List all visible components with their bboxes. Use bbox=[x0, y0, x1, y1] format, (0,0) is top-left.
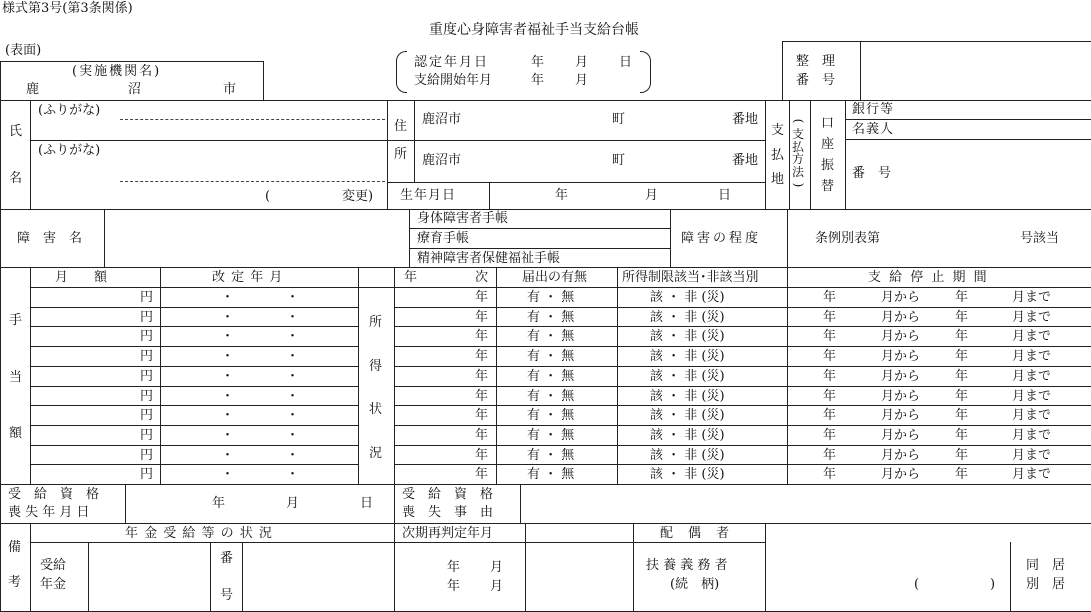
loss-reason-label: 受 給 資 格 bbox=[402, 487, 494, 502]
furigana-label: (ふりがな) bbox=[38, 103, 101, 118]
dot-sep: ・ bbox=[286, 447, 300, 463]
report-yes-no: 有 ・ 無 bbox=[527, 368, 575, 384]
bank-label: 銀行等 bbox=[852, 102, 895, 117]
address-city: 鹿沼市 bbox=[422, 153, 462, 168]
address-label: 所 bbox=[394, 147, 408, 162]
yen-unit: 円 bbox=[140, 309, 154, 325]
yen-unit: 円 bbox=[140, 349, 154, 365]
stop-to-month: 月まで bbox=[1012, 309, 1052, 325]
dot-sep: ・ bbox=[221, 329, 235, 345]
left-bracket bbox=[396, 51, 407, 93]
cert-year: 年 bbox=[531, 55, 545, 70]
review-month: 月 bbox=[490, 579, 504, 594]
year-unit: 年 bbox=[475, 329, 489, 345]
dot-sep: ・ bbox=[286, 368, 300, 384]
next-review-head: 次期再判定年月 bbox=[402, 526, 494, 541]
degree-label: 障害の程度 bbox=[681, 231, 762, 246]
start-month: 月 bbox=[575, 73, 589, 88]
birth-year: 年 bbox=[555, 188, 569, 203]
support-obligor-label: 扶 養 義 務 者 bbox=[646, 558, 728, 573]
stop-from-month: 月から bbox=[881, 388, 921, 404]
degree-suffix: 号該当 bbox=[1020, 231, 1060, 246]
dot-sep: ・ bbox=[286, 427, 300, 443]
review-year: 年 bbox=[447, 579, 461, 594]
stop-to-year: 年 bbox=[955, 388, 969, 404]
loss-year: 年 bbox=[212, 496, 226, 511]
address-label: 住 bbox=[394, 119, 408, 134]
cert-day: 日 bbox=[619, 55, 633, 70]
stop-to-year: 年 bbox=[955, 368, 969, 384]
stop-from-month: 月から bbox=[881, 368, 921, 384]
income-limit-option: 該 ・ 非 (災) bbox=[650, 368, 725, 384]
row-divider bbox=[394, 307, 1091, 308]
income-limit-option: 該 ・ 非 (災) bbox=[650, 467, 725, 483]
stop-to-month: 月まで bbox=[1012, 290, 1052, 305]
remarks-label: 備 考 bbox=[8, 540, 22, 590]
yen-unit: 円 bbox=[140, 447, 154, 463]
name-label: 氏 名 bbox=[9, 124, 23, 186]
year-unit: 年 bbox=[475, 290, 489, 305]
col-suspension: 支 給 停 止 期 間 bbox=[868, 270, 989, 285]
loss-day: 日 bbox=[360, 496, 374, 511]
row-divider bbox=[394, 366, 1091, 367]
pension-type-label: 受給 bbox=[40, 558, 67, 573]
income-limit-option: 該 ・ 非 (災) bbox=[650, 427, 725, 443]
change-label: 変更) bbox=[342, 189, 374, 204]
dot-sep: ・ bbox=[286, 349, 300, 365]
stop-from-year: 年 bbox=[823, 408, 837, 424]
address-banchi: 番地 bbox=[732, 112, 759, 127]
yen-unit: 円 bbox=[140, 329, 154, 345]
row-divider bbox=[394, 464, 1091, 465]
year-unit: 年 bbox=[475, 368, 489, 384]
row-divider bbox=[394, 386, 1091, 387]
disability-name-label: 障 害 名 bbox=[17, 231, 83, 246]
row-divider bbox=[394, 425, 1091, 426]
dot-sep: ・ bbox=[221, 467, 235, 483]
row-divider bbox=[394, 346, 1091, 347]
year-unit: 年 bbox=[475, 349, 489, 365]
stop-to-year: 年 bbox=[955, 309, 969, 325]
pension-type-label: 年金 bbox=[40, 577, 67, 592]
address-city: 鹿沼市 bbox=[422, 112, 462, 127]
year-unit: 年 bbox=[475, 427, 489, 443]
col-year: 年 bbox=[404, 270, 418, 285]
techo-ryoiku: 療育手帳 bbox=[417, 231, 470, 246]
row-divider bbox=[394, 445, 1091, 446]
stop-to-year: 年 bbox=[955, 467, 969, 483]
stop-from-month: 月から bbox=[881, 447, 921, 463]
seiri-label: 整 理 bbox=[796, 54, 836, 69]
dot-sep: ・ bbox=[286, 388, 300, 404]
start-year: 年 bbox=[531, 73, 545, 88]
address-town: 町 bbox=[612, 112, 626, 127]
stop-to-year: 年 bbox=[955, 447, 969, 463]
report-yes-no: 有 ・ 無 bbox=[527, 309, 575, 325]
form-title: 重度心身障害者福祉手当支給台帳 bbox=[429, 22, 639, 38]
dot-sep: ・ bbox=[221, 349, 235, 365]
row-divider bbox=[30, 366, 358, 367]
start-date-label: 支給開始年月 bbox=[414, 73, 493, 88]
stop-to-year: 年 bbox=[955, 408, 969, 424]
yen-unit: 円 bbox=[140, 427, 154, 443]
dot-sep: ・ bbox=[221, 290, 235, 305]
review-year: 年 bbox=[447, 560, 461, 575]
year-unit: 年 bbox=[475, 467, 489, 483]
row-divider bbox=[394, 405, 1091, 406]
stop-to-month: 月まで bbox=[1012, 408, 1052, 424]
agency-char: 沼 bbox=[128, 82, 142, 97]
report-yes-no: 有 ・ 無 bbox=[527, 408, 575, 424]
loss-date-label: 喪 失 年 月 日 bbox=[8, 505, 90, 520]
income-limit-option: 該 ・ 非 (災) bbox=[650, 309, 725, 325]
stop-from-year: 年 bbox=[823, 368, 837, 384]
stop-from-month: 月から bbox=[881, 427, 921, 443]
stop-to-year: 年 bbox=[955, 349, 969, 365]
row-divider bbox=[394, 326, 1091, 327]
income-limit-option: 該 ・ 非 (災) bbox=[650, 349, 725, 365]
birth-label: 生年月日 bbox=[400, 188, 457, 203]
cohabiting-label: 同 居 bbox=[1026, 558, 1066, 573]
stop-from-year: 年 bbox=[823, 447, 837, 463]
income-limit-option: 該 ・ 非 (災) bbox=[650, 447, 725, 463]
stop-to-month: 月まで bbox=[1012, 447, 1052, 463]
front-label: (表面) bbox=[5, 43, 42, 58]
yen-unit: 円 bbox=[140, 368, 154, 384]
year-unit: 年 bbox=[475, 309, 489, 325]
col-year: 次 bbox=[475, 270, 489, 285]
col-revision-date: 改 定 年 月 bbox=[212, 270, 284, 285]
report-yes-no: 有 ・ 無 bbox=[527, 427, 575, 443]
stop-to-year: 年 bbox=[955, 290, 969, 305]
income-limit-option: 該 ・ 非 (災) bbox=[650, 388, 725, 404]
row-divider bbox=[30, 386, 358, 387]
year-unit: 年 bbox=[475, 408, 489, 424]
stop-from-year: 年 bbox=[823, 467, 837, 483]
dot-sep: ・ bbox=[286, 290, 300, 305]
stop-from-year: 年 bbox=[823, 388, 837, 404]
report-yes-no: 有 ・ 無 bbox=[527, 388, 575, 404]
loss-reason-label: 喪 失 事 由 bbox=[402, 505, 494, 520]
stop-to-month: 月まで bbox=[1012, 349, 1052, 365]
stop-from-month: 月から bbox=[881, 349, 921, 365]
loss-date-label: 受 給 資 格 bbox=[8, 487, 100, 502]
income-limit-option: 該 ・ 非 (災) bbox=[650, 329, 725, 345]
seiri-box bbox=[782, 41, 1091, 101]
income-limit-option: 該 ・ 非 (災) bbox=[650, 408, 725, 424]
cert-date-label: 認定年月日 bbox=[414, 55, 490, 70]
cert-month: 月 bbox=[575, 55, 589, 70]
report-yes-no: 有 ・ 無 bbox=[527, 290, 575, 305]
report-yes-no: 有 ・ 無 bbox=[527, 329, 575, 345]
stop-to-month: 月まで bbox=[1012, 368, 1052, 384]
dot-sep: ・ bbox=[221, 309, 235, 325]
yen-unit: 円 bbox=[140, 388, 154, 404]
techo-mental: 精神障害者保健福祉手帳 bbox=[417, 251, 561, 266]
review-month: 月 bbox=[490, 560, 504, 575]
paren-close: ) bbox=[990, 577, 996, 592]
paren-open: ( bbox=[914, 577, 920, 592]
agency-char: 市 bbox=[223, 82, 237, 97]
pay-place-label: 支 払 地 bbox=[771, 123, 785, 187]
dot-sep: ・ bbox=[221, 447, 235, 463]
holder-label: 名義人 bbox=[852, 122, 895, 137]
income-limit-option: 該 ・ 非 (災) bbox=[650, 290, 725, 305]
row-divider bbox=[30, 445, 358, 446]
year-unit: 年 bbox=[475, 447, 489, 463]
row-divider bbox=[30, 307, 358, 308]
techo-physical: 身体障害者手帳 bbox=[417, 211, 509, 226]
agency-label: (実施機関名) bbox=[72, 64, 162, 79]
report-yes-no: 有 ・ 無 bbox=[527, 447, 575, 463]
dot-sep: ・ bbox=[286, 309, 300, 325]
row-divider bbox=[30, 464, 358, 465]
stop-from-year: 年 bbox=[823, 349, 837, 365]
degree-prefix: 条例別表第 bbox=[815, 231, 881, 246]
yen-unit: 円 bbox=[140, 467, 154, 483]
right-bracket bbox=[640, 51, 651, 93]
stop-from-month: 月から bbox=[881, 408, 921, 424]
stop-to-month: 月まで bbox=[1012, 427, 1052, 443]
stop-from-month: 月から bbox=[881, 329, 921, 345]
loss-month: 月 bbox=[286, 496, 300, 511]
separate-label: 別 居 bbox=[1026, 577, 1066, 592]
dot-sep: ・ bbox=[286, 408, 300, 424]
birth-month: 月 bbox=[645, 188, 659, 203]
dot-sep: ・ bbox=[286, 467, 300, 483]
dot-sep: ・ bbox=[221, 408, 235, 424]
address-banchi: 番地 bbox=[732, 153, 759, 168]
change-open: ( bbox=[265, 189, 271, 204]
stop-to-month: 月まで bbox=[1012, 388, 1052, 404]
furigana-label: (ふりがな) bbox=[38, 143, 101, 158]
year-unit: 年 bbox=[475, 388, 489, 404]
address-town: 町 bbox=[612, 153, 626, 168]
col-report: 届出の有無 bbox=[522, 270, 588, 285]
row-divider bbox=[30, 346, 358, 347]
dot-sep: ・ bbox=[221, 368, 235, 384]
stop-from-month: 月から bbox=[881, 467, 921, 483]
birth-day: 日 bbox=[718, 188, 732, 203]
col-monthly-amount: 月 額 bbox=[55, 270, 108, 285]
col-income-limit: 所得制限該当･非該当別 bbox=[622, 270, 759, 285]
pension-status-head: 年 金 受 給 等 の 状 況 bbox=[125, 526, 273, 541]
pay-method-label: ( 支 払 方 法 ) bbox=[791, 118, 805, 188]
stop-from-month: 月から bbox=[881, 290, 921, 305]
account-transfer-label: 口 座 振 替 bbox=[821, 116, 835, 194]
report-yes-no: 有 ・ 無 bbox=[527, 467, 575, 483]
form-number: 様式第3号(第3条関係) bbox=[2, 1, 133, 16]
dot-sep: ・ bbox=[221, 427, 235, 443]
report-yes-no: 有 ・ 無 bbox=[527, 349, 575, 365]
stop-from-year: 年 bbox=[823, 309, 837, 325]
row-divider bbox=[30, 326, 358, 327]
stop-from-year: 年 bbox=[823, 329, 837, 345]
dot-sep: ・ bbox=[286, 329, 300, 345]
stop-from-year: 年 bbox=[823, 427, 837, 443]
stop-from-month: 月から bbox=[881, 309, 921, 325]
income-status-label: 所 得 状 況 bbox=[369, 315, 383, 461]
allowance-label: 手 当 額 bbox=[9, 313, 23, 441]
account-number-label: 番 号 bbox=[852, 166, 892, 181]
stop-to-year: 年 bbox=[955, 427, 969, 443]
spouse-head: 配 偶 者 bbox=[660, 526, 731, 541]
yen-unit: 円 bbox=[140, 290, 154, 305]
dot-sep: ・ bbox=[221, 388, 235, 404]
relationship-label: (続 柄) bbox=[670, 577, 720, 592]
agency-char: 鹿 bbox=[26, 82, 40, 97]
yen-unit: 円 bbox=[140, 408, 154, 424]
pension-number-label: 番 号 bbox=[220, 551, 234, 603]
stop-to-month: 月まで bbox=[1012, 329, 1052, 345]
stop-to-year: 年 bbox=[955, 329, 969, 345]
stop-from-year: 年 bbox=[823, 290, 837, 305]
stop-to-month: 月まで bbox=[1012, 467, 1052, 483]
seiri-label: 番 号 bbox=[796, 73, 836, 88]
row-divider bbox=[30, 405, 358, 406]
row-divider bbox=[30, 425, 358, 426]
